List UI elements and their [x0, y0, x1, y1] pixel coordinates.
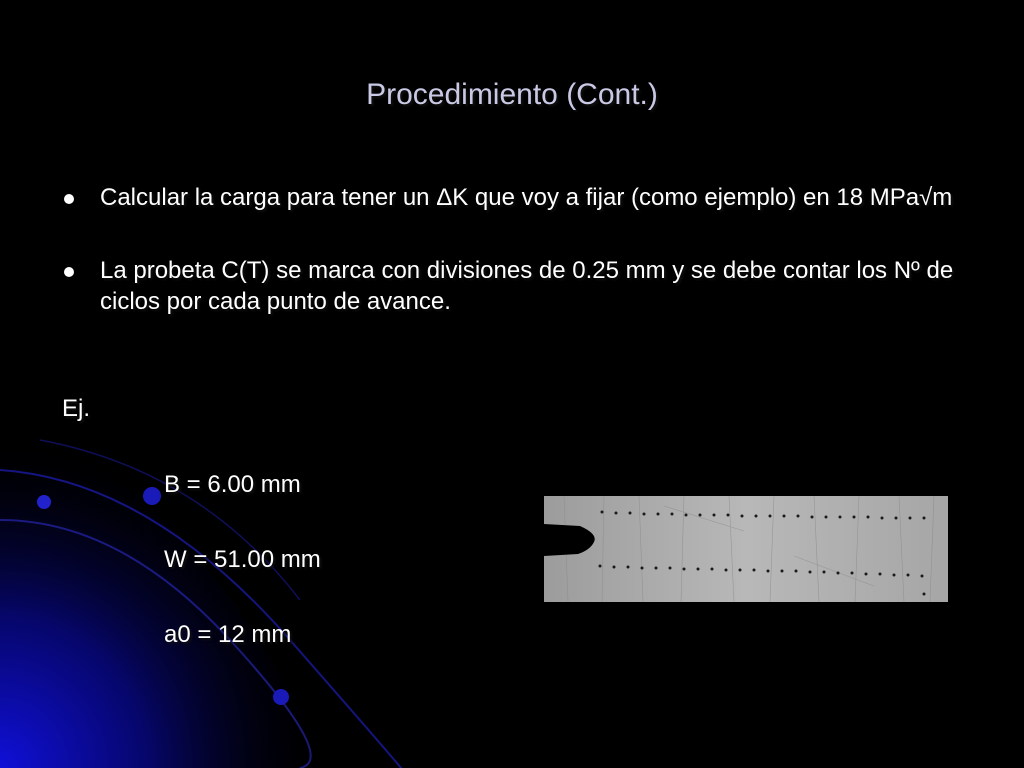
parameter-b: B = 6.00 mm: [164, 471, 301, 498]
bullet-text: La probeta C(T) se marca con divisiones de 0.25 mm y se debe contar los Nº de ciclos por cada punto de avance.: [100, 257, 954, 315]
example-label: Ej.: [62, 395, 91, 422]
bullet-list: [62, 182, 982, 359]
bullet-icon: [64, 194, 74, 204]
bullet-text: Calcular la carga para tener un ΔK que voy a fijar (como ejemplo) en 18 MPa√m: [100, 184, 953, 211]
bullet-item: [62, 255, 982, 317]
parameter-a0: a0 = 12 mm: [164, 621, 292, 648]
parameter-w: W = 51.00 mm: [164, 546, 321, 573]
bullet-icon: [64, 267, 74, 277]
bullet-item: [62, 182, 982, 213]
specimen-photo: [544, 496, 948, 602]
slide-title: Procedimiento (Cont.): [366, 78, 658, 111]
